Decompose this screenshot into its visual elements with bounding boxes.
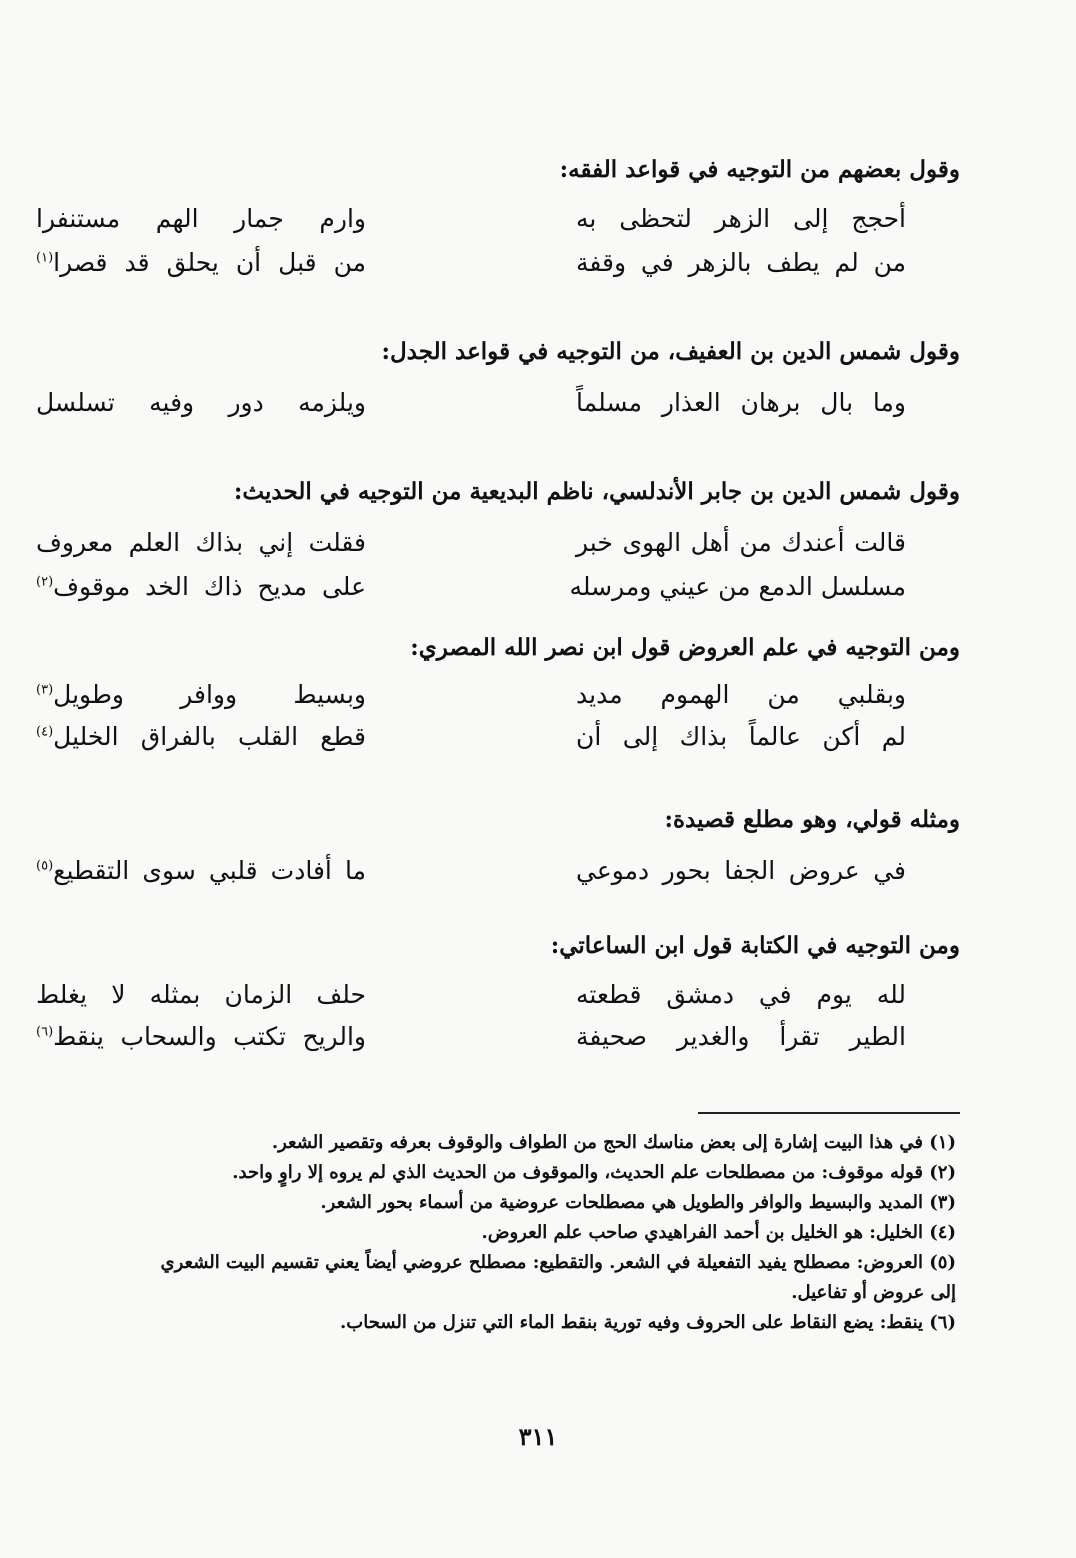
verse-second-hemistich: فقلت إني بذاك العلم معروف (36, 528, 366, 557)
footnote: (٥) العروض: مصطلح يفيد التفعيلة في الشعر. والتقطيع: مصطلح عروضي أيضاً يعني تقسيم البيت الشعري إلى عروض أو تفاعيل. (160, 1252, 956, 1303)
verse-second-hemistich (36, 248, 366, 277)
footnote-marker: (٣) (36, 682, 54, 698)
verse-second-hemistich (36, 722, 366, 751)
footnote: (٣) المديد والبسيط والوافر والطويل هي مصطلحات عروضية من أسماء بحور الشعر. (320, 1192, 956, 1213)
hemistich-text: والريح تكتب والسحاب ينقط (53, 1022, 366, 1051)
footnote-marker: (٥) (36, 858, 54, 874)
hemistich-text: من قبل أن يحلق قد قصرا (53, 248, 366, 277)
section-intro: وقول بعضهم من التوجيه في قواعد الفقه: (559, 156, 960, 183)
verse-first-hemistich: أحجج إلى الزهر لتحظى به (576, 204, 906, 233)
verse-line (26, 680, 906, 720)
verse-first-hemistich: في عروض الجفا بحور دموعي (576, 856, 906, 885)
verse-line (26, 856, 906, 896)
verse-first-hemistich: لله يوم في دمشق قطعته (576, 980, 906, 1009)
section-intro: ومن التوجيه في علم العروض قول ابن نصر الله المصري: (410, 634, 960, 661)
footnotes (136, 1128, 956, 1338)
verse-first-hemistich: من لم يطف بالزهر في وقفة (576, 248, 906, 277)
verse-first-hemistich: مسلسل الدمع من عيني ومرسله (569, 572, 906, 601)
verse-line (26, 528, 906, 568)
verse-line (26, 722, 906, 762)
verse-line (26, 980, 906, 1020)
hemistich-text: وبسيط ووافر وطويل (53, 680, 366, 709)
verse-second-hemistich: ويلزمه دور وفيه تسلسل (36, 388, 366, 417)
verse-second-hemistich: وارم جمار الهم مستنفرا (36, 204, 366, 233)
footnote: (٢) قوله موقوف: من مصطلحات علم الحديث، والموقوف من الحديث الذي لم يروه إلا راوٍ واحد. (232, 1162, 956, 1183)
hemistich-text: ما أفادت قلبي سوى التقطيع (53, 856, 366, 885)
hemistich-text: على مديح ذاك الخد موقوف (53, 572, 366, 601)
verse-line (26, 204, 906, 244)
footnote: (٤) الخليل: هو الخليل بن أحمد الفراهيدي صاحب علم العروض. (481, 1222, 956, 1243)
footnote: (١) في هذا البيت إشارة إلى بعض مناسك الحج من الطواف والوقوف بعرفه وتقصير الشعر. (271, 1132, 956, 1153)
verse-first-hemistich: الطير تقرأ والغدير صحيفة (576, 1022, 906, 1051)
verse-first-hemistich: قالت أعندك من أهل الهوى خبر (576, 528, 906, 557)
section-intro: وقول شمس الدين بن جابر الأندلسي، ناظم البديعية من التوجيه في الحديث: (233, 478, 960, 505)
verse-first-hemistich: وما بال برهان العذار مسلماً (576, 388, 906, 417)
footnote-marker: (١) (36, 250, 54, 266)
verse-line (26, 1022, 906, 1062)
verse-first-hemistich: لم أكن عالماً بذاك إلى أن (576, 722, 906, 751)
section-intro: ومن التوجيه في الكتابة قول ابن الساعاتي: (550, 932, 960, 959)
section-intro: وقول شمس الدين بن العفيف، من التوجيه في قواعد الجدل: (381, 338, 960, 365)
verse-line (26, 248, 906, 288)
footnote-marker: (٤) (36, 724, 54, 740)
page-number: ٣١١ (518, 1422, 558, 1451)
hemistich-text: قطع القلب بالفراق الخليل (53, 722, 366, 751)
verse-second-hemistich (36, 856, 366, 885)
footnote: (٦) ينقط: يضع النقاط على الحروف وفيه تورية بنقط الماء التي تنزل من السحاب. (340, 1312, 956, 1333)
verse-second-hemistich (36, 1022, 366, 1051)
verse-first-hemistich: وبقلبي من الهموم مديد (576, 680, 906, 709)
section-intro: ومثله قولي، وهو مطلع قصيدة: (664, 806, 960, 833)
footnote-marker: (٦) (36, 1024, 54, 1040)
verse-second-hemistich (36, 680, 366, 709)
verse-second-hemistich: حلف الزمان بمثله لا يغلط (36, 980, 366, 1009)
footnote-marker: (٢) (36, 574, 54, 590)
footnote-divider (698, 1112, 960, 1114)
verse-line (26, 388, 906, 428)
verse-line (26, 572, 906, 612)
verse-second-hemistich (36, 572, 366, 601)
